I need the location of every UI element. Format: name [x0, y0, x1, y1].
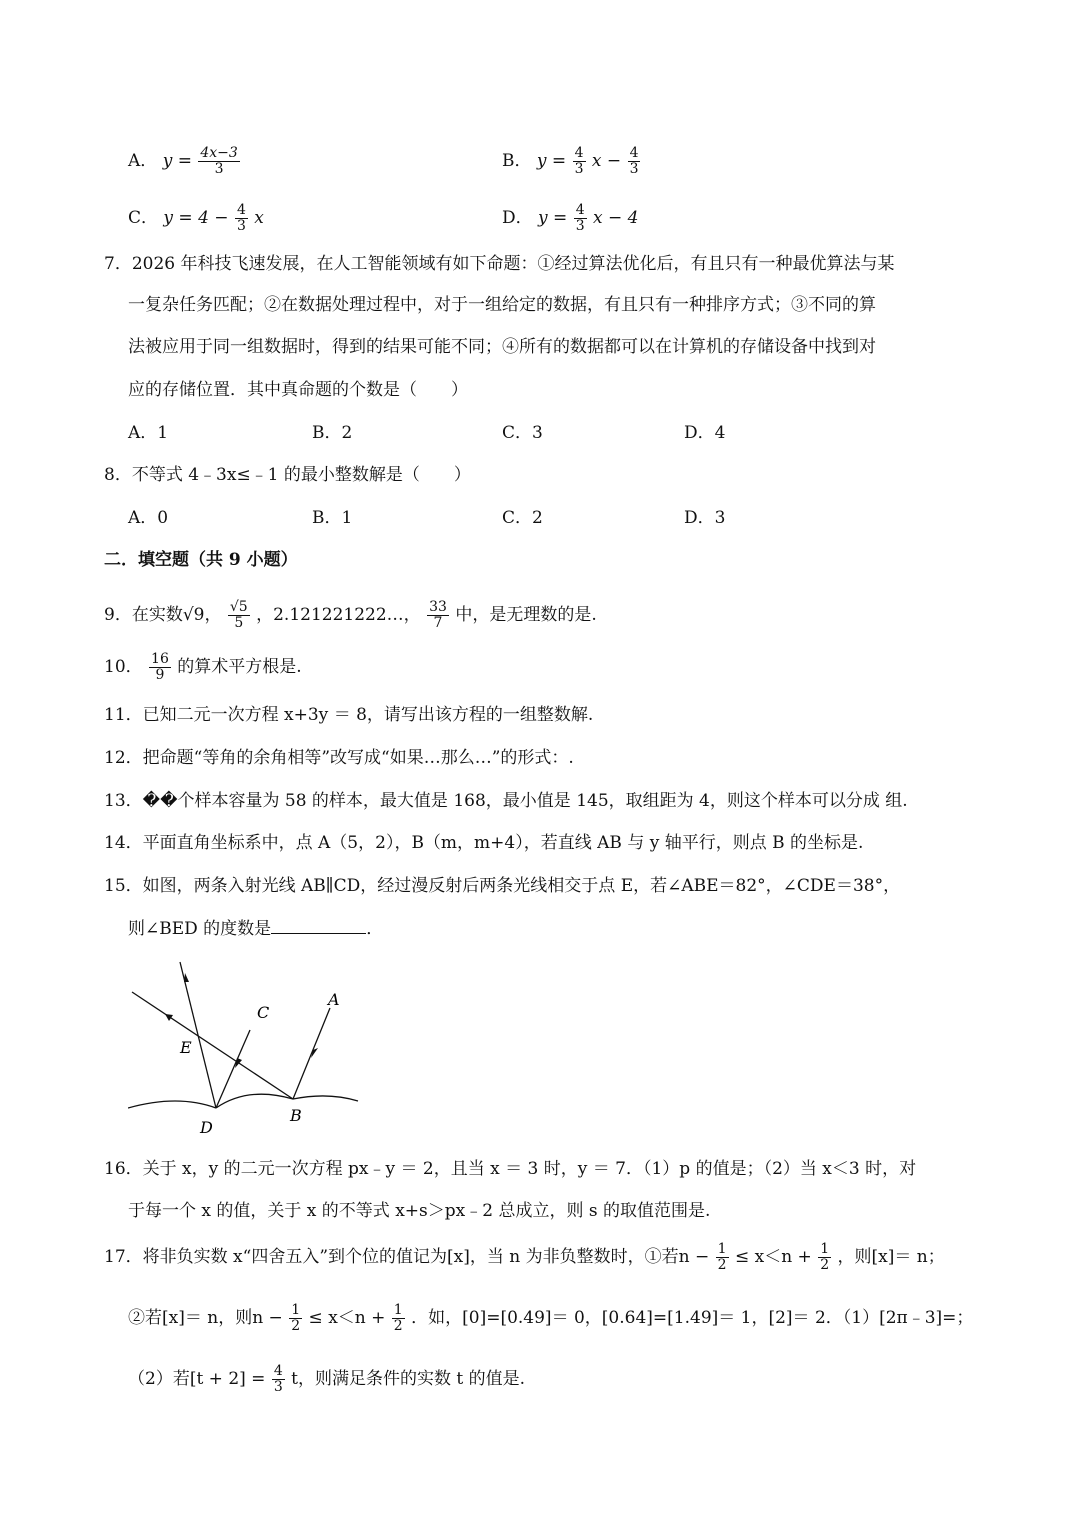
- q9-mid: ，2.121221222…，: [256, 605, 421, 625]
- q17-l2-f2-num: 1: [393, 1302, 403, 1318]
- q17-line-1: [104, 1240, 945, 1274]
- q17-l2-f1-num: 1: [291, 1302, 301, 1318]
- q17-l1-mid: ≤ x＜n +: [734, 1247, 812, 1267]
- q6-option-b-mid: x −: [591, 151, 622, 171]
- q6-option-d-num: 4: [575, 202, 585, 218]
- q9-f2-den: 7: [433, 615, 443, 631]
- q6-option-a: [128, 146, 241, 177]
- q6-option-c-prefix: y = 4 −: [163, 208, 229, 228]
- q9-f1-num: √5: [229, 599, 248, 615]
- q17-l1-pre: 17．将非负实数 x“四舍五入”到个位的值记为[x]，当 n 为非负整数时，①若n −: [104, 1247, 710, 1267]
- q8-option-c: C．2: [502, 508, 543, 528]
- q6-option-a-fraction: [198, 146, 239, 177]
- q17-l2-fraction-2: [392, 1303, 405, 1334]
- label-a: A: [328, 990, 340, 1009]
- q10-fraction: [149, 652, 171, 683]
- q13: 13．��个样本容量为 58 的样本，最大值是 168，最小值是 145，取组距为 4，则这个样本可以分成 组.: [104, 791, 908, 811]
- q17-l1-fraction-1: [716, 1242, 729, 1273]
- q17-l2-f2-den: 2: [393, 1318, 403, 1334]
- q17-l2-mid: ≤ x＜n +: [308, 1308, 386, 1328]
- q7-option-a: A．1: [128, 423, 169, 443]
- answer-blank: [271, 917, 366, 934]
- q17-l1-f1-num: 1: [717, 1241, 727, 1257]
- q6-option-d-den: 3: [575, 218, 585, 234]
- q12: 12．把命题“等角的余角相等”改写成“如果…那么…”的形式：.: [104, 748, 574, 768]
- q6-option-c-fraction: [235, 203, 248, 234]
- q6-option-b-num-2: 4: [629, 145, 639, 161]
- q7-line-1: 7．2026 年科技飞速发展，在人工智能领域有如下命题：①经过算法优化后，有且只有一种最优算法与某: [104, 254, 895, 274]
- q17-l2-post: ．如，[0]=[0.49]＝ 0，[0.64]=[1.49]＝ 1，[2]＝ 2．（1）[2π﹣3]=；: [411, 1308, 974, 1328]
- q7-option-b: B．2: [312, 423, 353, 443]
- q6-option-a-num: 4x−3: [200, 145, 238, 161]
- q6-option-c: [128, 203, 264, 234]
- q6-option-c-suffix: x: [254, 208, 264, 228]
- q6-option-b: [502, 146, 641, 177]
- q17-l3-den: 3: [273, 1379, 283, 1395]
- left-surface-arc: [128, 1101, 216, 1108]
- q17-l1-f2-num: 1: [820, 1241, 830, 1257]
- q9-post: 中，是无理数的是.: [455, 605, 597, 625]
- label-e: E: [180, 1038, 192, 1057]
- q17-l2-fraction-1: [289, 1303, 302, 1334]
- q7-line-3: 法被应用于同一组数据时，得到的结果可能不同；④所有的数据都可以在计算机的存储设备中找到对: [128, 337, 876, 357]
- q8-option-b: B．1: [312, 508, 353, 528]
- q8-line-1: 8．不等式 4﹣3x≤﹣1 的最小整数解是（ ）: [104, 465, 471, 485]
- q16-line-2: 于每一个 x 的值，关于 x 的不等式 x+s＞px﹣2 总成立，则 s 的取值范围是.: [128, 1201, 711, 1221]
- q17-l2-f1-den: 2: [291, 1318, 301, 1334]
- q9-f1-den: 5: [234, 615, 244, 631]
- q10-post: 的算术平方根是.: [177, 657, 302, 677]
- q6-option-b-num-1: 4: [574, 145, 584, 161]
- q6-option-d: [502, 203, 639, 234]
- q7-option-c: C．3: [502, 423, 543, 443]
- q6-option-c-num: 4: [236, 202, 246, 218]
- q17-l2-pre: ②若[x]＝ n，则n −: [128, 1308, 283, 1328]
- q6-option-b-den-1: 3: [574, 161, 584, 177]
- q14: 14．平面直角坐标系中，点 A（5，2），B（m，m+4），若直线 AB 与 y 轴平行，则点 B 的坐标是.: [104, 833, 864, 853]
- q8-option-a: A．0: [128, 508, 169, 528]
- q6-option-b-fraction-2: [628, 146, 641, 177]
- label-b: B: [290, 1106, 302, 1125]
- q10-den: 9: [155, 667, 165, 683]
- right-surface-arc: [216, 1094, 358, 1108]
- q17-l3-fraction: [272, 1364, 285, 1395]
- q6-option-a-label: A．: [128, 151, 158, 171]
- q15-line-1: 15．如图，两条入射光线 AB∥CD，经过漫反射后两条光线相交于点 E，若∠ABE＝82°，∠CDE＝38°，: [104, 876, 901, 896]
- q6-option-c-label: C．: [128, 208, 159, 228]
- q6-option-b-label: B．: [502, 151, 532, 171]
- q7-line-4: 应的存储位置．其中真命题的个数是（ ）: [128, 380, 468, 400]
- q7-option-d: D．4: [684, 423, 726, 443]
- arrowhead-d-reflected: [184, 973, 189, 982]
- q15-line-2: [128, 917, 383, 940]
- q17-l1-post: ，则[x]＝ n；: [837, 1247, 945, 1267]
- arrowhead-b-reflected: [165, 1014, 173, 1021]
- q6-option-a-den: 3: [214, 161, 224, 177]
- q6-option-b-fraction-1: [573, 146, 586, 177]
- q17-l1-f2-den: 2: [820, 1257, 830, 1273]
- q8-option-d: D．3: [684, 508, 726, 528]
- q6-option-d-prefix: y =: [538, 208, 568, 228]
- label-d: D: [200, 1118, 213, 1137]
- label-c: C: [257, 1003, 270, 1022]
- ray-a-to-b: [293, 1008, 330, 1099]
- q15-line-2-end: ．: [366, 919, 384, 939]
- reflection-diagram: [128, 958, 360, 1140]
- q9-fraction-1: [228, 600, 250, 631]
- q17-line-3: [128, 1362, 525, 1396]
- q9-f2-num: 33: [429, 599, 447, 615]
- q9-fraction-2: [427, 600, 449, 631]
- q10: [104, 652, 302, 683]
- q9-pre: 9．在实数√9，: [104, 605, 222, 625]
- q10-pre: 10．: [104, 657, 143, 677]
- q17-line-2: [128, 1301, 973, 1335]
- q6-option-b-prefix: y =: [536, 151, 567, 171]
- q16-line-1: 16．关于 x，y 的二元一次方程 px﹣y ＝ 2，且当 x ＝ 3 时，y ＝ 7．（1）p 的值是；（2）当 x＜3 时，对: [104, 1159, 917, 1179]
- q6-option-c-den: 3: [236, 218, 246, 234]
- q9: [104, 600, 597, 631]
- q17-l3-pre: （2）若[t + 2] =: [128, 1369, 266, 1389]
- q17-l1-f1-den: 2: [717, 1257, 727, 1273]
- q6-option-b-den-2: 3: [629, 161, 639, 177]
- q17-l1-fraction-2: [818, 1242, 831, 1273]
- q7-line-2: 一复杂任务匹配；②在数据处理过程中，对于一组给定的数据，有且只有一种排序方式；③不同的算: [128, 295, 876, 315]
- section-heading: 二．填空题（共 9 小题）: [104, 550, 298, 570]
- q6-option-d-fraction: [574, 203, 587, 234]
- q6-option-d-suffix: x − 4: [593, 208, 639, 228]
- q17-l3-num: 4: [273, 1363, 283, 1379]
- q17-l3-post: t，则满足条件的实数 t 的值是.: [291, 1369, 526, 1389]
- q6-option-d-label: D．: [502, 208, 533, 228]
- reflected-ray-d: [180, 962, 216, 1108]
- q15-line-2-text: 则∠BED 的度数是: [128, 919, 272, 939]
- q11: 11．已知二元一次方程 x+3y ＝ 8，请写出该方程的一组整数解.: [104, 705, 594, 725]
- q10-num: 16: [151, 651, 169, 667]
- q6-option-a-prefix: y =: [162, 151, 192, 171]
